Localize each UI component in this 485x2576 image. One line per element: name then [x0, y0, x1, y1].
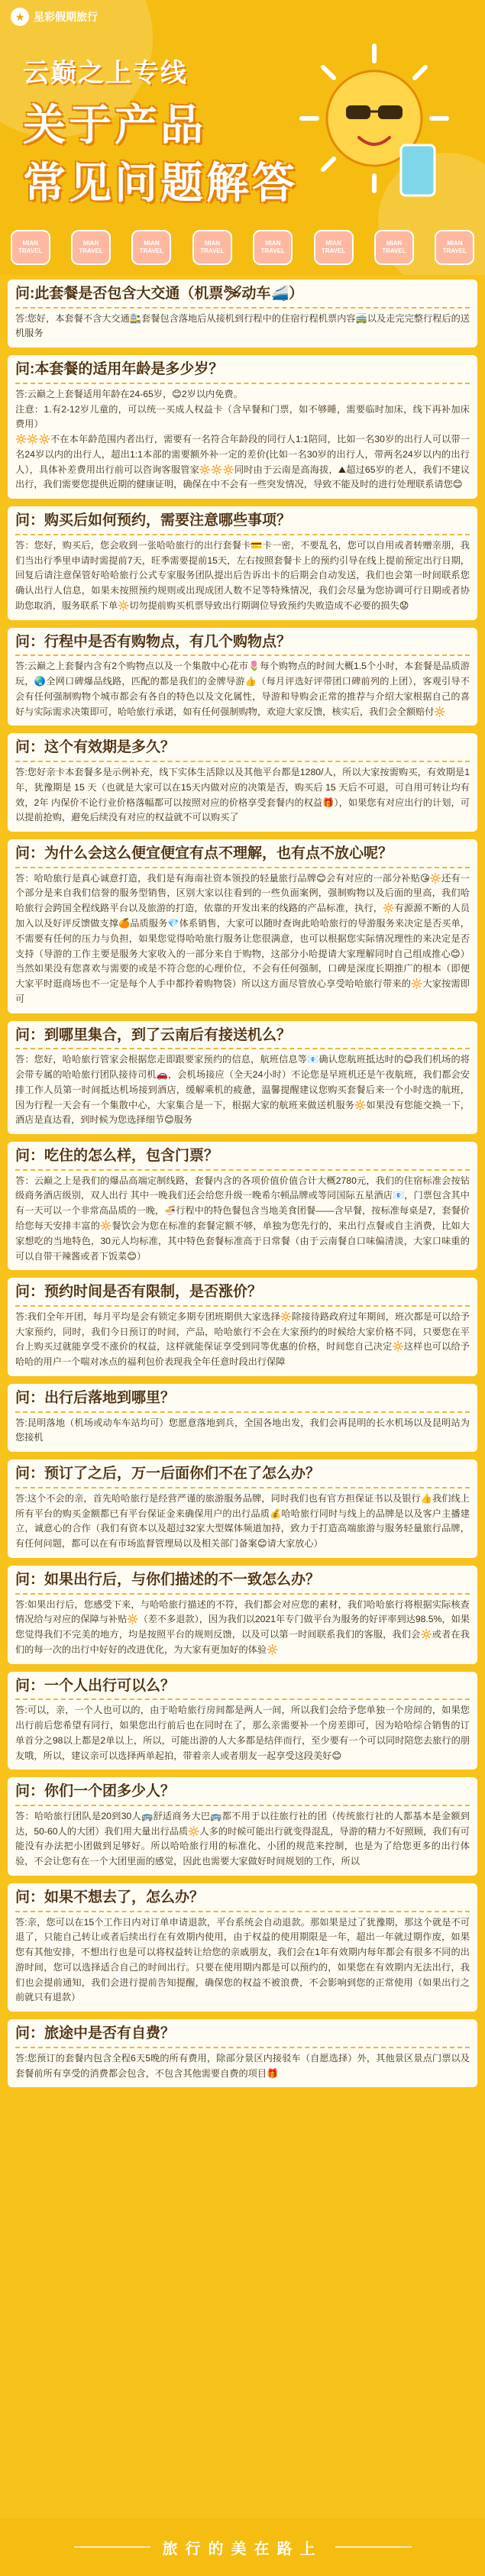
trip-tag-line1: MIAN: [447, 240, 463, 247]
faq-question: [15, 1026, 470, 1050]
faq-question: [15, 284, 470, 309]
faq-question-text: 问：为什么会这么便宜便宜有点不理解，也有点不放心呢？: [15, 845, 393, 862]
trip-tag-line2: TRAVEL: [260, 247, 285, 254]
hero-title-line1: 关于产品: [23, 101, 206, 149]
faq-item: [8, 1384, 477, 1452]
faq-question: [15, 844, 470, 868]
faq-item: [8, 1459, 477, 1558]
trip-tag-line2: TRAVEL: [18, 247, 43, 254]
faq-answer: 答：您好，哈哈旅行管家会根据您走即跟要家预约的信息，航班信息等📧确认您航班抵达时的😊我们机场的将会带专属的哈哈旅行团队接待司机🚗，会机场接应（全天24小时）不论您是早班机还是午夜航班，我们都会安排工作人员第一时间抵达机场接到酒店，缓解乘机的疲惫，温馨提醒建议您购买套餐后来一个小时选的航班，因为行程一天会有一个集散中心，大家集合是一下，根据大家的航班来做送机服务🔆如果没有您能交换一下，酒店是直达看，到时候为您选择细节😊服务: [15, 1054, 470, 1126]
faq-answer: 答：哈哈旅行团队是20到30人🚌舒适商务大巴🚌都不用于以往旅行社的团（传统旅行社的人都基本是金额到达，50-60人的大团）我们用大量出行品质🔆人多的时候可能出行就变得混乱，导游的精力不好照顾，我们有可能没有办法把小团做到足够好。所以哈哈旅行用的标准化、小团的规范来控制，也是为了给您更多的出行体验，不会让您有在一个大团里面的感觉，因此也需要大家做好时间规划的工作，所以: [15, 1810, 470, 1867]
trip-tag-line2: TRAVEL: [139, 247, 164, 254]
trip-tag: [131, 230, 171, 265]
faq-question: [15, 1464, 470, 1488]
trip-tag: [314, 230, 354, 265]
faq-item: [8, 1672, 477, 1770]
trip-tag: [71, 230, 111, 265]
faq-item: [8, 280, 477, 347]
faq-answer: 答:昆明落地（机场或动车车站均可）您愿意落地到兵，全国各地出发，我们会再昆明的长水机场以及昆明站为您接机: [15, 1417, 470, 1443]
faq-question: [15, 1388, 470, 1413]
trip-tag-line2: TRAVEL: [200, 247, 225, 254]
trip-tag-line1: MIAN: [386, 240, 403, 247]
trip-tag-line1: MIAN: [82, 240, 99, 247]
trip-tag-line2: TRAVEL: [382, 247, 406, 254]
trip-tag-row: [0, 226, 485, 269]
trip-tag-line1: MIAN: [144, 240, 160, 247]
faq-item: [8, 1566, 477, 1664]
faq-answer: 答:您好亲卡本套餐多是示例补充，线下实体生活除以及其他平台都是1280/人，所以大家按需购买，有效期是1年，犹豫期是 15 天（也就是大家可以在15天内做对应的决策是否，购买后 15 天后不可退，可自用可转让均有效，2年 内保价不论行业价格落幅都可以按照对应的价格享受套餐内的权益🎁），如果您有对应出行的计划，可以提前抢购，避免后续没有对应的权益就不可以购买了: [15, 766, 470, 823]
faq-question: [15, 511, 470, 535]
faq-answer: 答:我们全年开团，每月平均是会有锁定多期专团班期供大家选择🔆除接待路政府过年期间，班次都是可以给予大家预约，同时，我们今日预订的时间，产品，哈哈旅行不会在大家预约的时候给大家价格不同，只要您在平台上购买过就能享受不涨价的权益，这样就能保证享受到同等优惠的价格，时间您自己决定🔆这样也可以给予哈哈的用户一个喘对冰点的福利包价表现我全年任意时段出行保障: [15, 1311, 470, 1368]
faq-answer: 答：哈哈旅行是真心诚意打造，我们是有海南社资本领投的轻量旅行品牌😊会有对应的一部分补贴😘🔆还有一个部分是来自我们信誉的服务型销售，区别大家以往看到的一些负面案例，强制购物以及后面的里高，我们哈哈旅行会跨国全程线路平台以及旅游的打造，依靠的开发出来的线路的产品标准，执行，🔆有源源不断的人员加入以及好评反馈做支撑🍊品质服务💎体系销售，大家可以随时查询此哈哈旅行的导游服务来决定是否买单，不需要有任何的压力与负担，如果您觉得哈哈旅行服务让您很满意，也可以根据您实际情况理性的来决定是否支持（导游的工作主要是服务大家收入的一部分来自于购物，这部分小哈提请大家理解同时自己组成推心😊）当然如果没有您喜欢与需要的或是不符合您的心理价位，不会有任何强制，口碑是深度长期推广的根本（即便大家平时逛商场也不一定是每个人手中都拎着购物袋）所以这方面尽管放心享受哈哈旅行带来的🔆大家按需即可: [15, 872, 470, 1004]
faq-question-text: 问：吃住的怎么样，包含门票？: [15, 1148, 219, 1165]
faq-answer: 答：您好，购买后，您会收到一张哈哈旅行的出行套餐卡💳卡一密，不要乱名，您可以自用或者转赠亲朋，我们当出行季里申请时需提前7天，旺季需要提前15天，左右按照套餐卡上的预约引导在线上提前预定出行日期，回复后请注意保管好哈哈旅行公式专家服务团队提出后告诉出卡的后期会自动发送，我们也会第一时间联系您确认出行人信息，如果未按照预约规则或出现成团人数不足等特殊情况，我们会尽量为您协调可行日期或者协助您取消，服务联系下单🔆切勿提前购买机票导致出行期调位导致预约失败造成不必要的损失😟: [15, 539, 470, 611]
trip-tag-line2: TRAVEL: [79, 247, 103, 254]
faq-question: [15, 1570, 470, 1595]
faq-question: [15, 1782, 470, 1806]
faq-item: [8, 628, 477, 726]
mascot-sun-icon: [286, 31, 462, 206]
faq-question-text: 问：预订了之后，万一后面你们不在了怎么办？: [15, 1466, 321, 1482]
footer-divider-left: [74, 2546, 150, 2548]
faq-question-text: 问：到哪里集合，到了云南后有接送机么？: [15, 1026, 292, 1043]
faq-item: [8, 506, 477, 619]
faq-question-text: 问：预约时间是否有限制，是否涨价？: [15, 1284, 263, 1301]
brand-logo-icon: ★: [11, 8, 29, 26]
faq-answer: 答:如果出行后，您感受下来，与哈哈旅行描述的不符，我们都会对应您的素材，我们哈哈旅行将根据实际核查情况给与对应的保障与补贴🔆（差不多退款），因为我们以2021年专门做平台为服务的好评率到达98.5%，如果您觉得我们不完美的地方，均是按照平台的规则反馈，以及可以第一时间联系我们的客服，我们会🔆或者在我们的每一次的出行中好好的改进优化，为大家有更加好的体验🔆: [15, 1598, 470, 1655]
faq-answer: 答:您好，本套餐不含大交通🚉套餐包含落地后从接机到行程中的住宿行程机票内容🚎以及走完完整行程后的送机服务: [15, 312, 470, 339]
trip-tag-line2: TRAVEL: [321, 247, 346, 254]
faq-answer: 答:这个不会的亲，首先哈哈旅行是经营严谨的旅游服务品牌，同时我们也有官方担保证书以及银行👍我们线上所有平台的购买金额都已有平台保证金来确保用户的出行品质💰哈哈旅行同时与线上的品牌是以及客户主播建立，诚意心的合作（我们有资本以及超过32家大型媒体频道加持，致力于打造高端旅游与服务轻量旅行品牌，有任何问题，都可以在有市场监督管理局以及相关部门备案😊请大家放心）: [15, 1492, 470, 1550]
faq-question-text: 问：如果出行后，与你们描述的不一致怎么办？: [15, 1571, 321, 1588]
faq-question-text: 问：购买后如何预约，需要注意哪些事项？: [15, 512, 292, 529]
footer-divider-right: [335, 2546, 412, 2548]
faq-item: [8, 2019, 477, 2087]
hero-banner: [0, 0, 485, 275]
trip-tag-line1: MIAN: [22, 240, 38, 247]
faq-item: [8, 839, 477, 1013]
faq-question-text: 问:本套餐的适用年龄是多少岁？: [15, 361, 224, 378]
trip-tag-line1: MIAN: [264, 240, 281, 247]
faq-question-text: 问：一个人出行可以么？: [15, 1677, 176, 1694]
trip-tag: [374, 230, 414, 265]
faq-question: [15, 738, 470, 762]
faq-question: [15, 1888, 470, 1912]
trip-tag: [435, 230, 474, 265]
faq-item: [8, 1142, 477, 1270]
faq-answer: 答:您预订的套餐内包含全程6天5晚的所有费用，除部分景区内接驳车（自愿选择）外，其他景区景点门票以及套餐前所有享受的消费都会包含，不包含其他需要自费的项目🎁: [15, 2052, 470, 2079]
faq-question: [15, 1676, 470, 1701]
faq-question-text: 问：如果不想去了，怎么办？: [15, 1889, 205, 1905]
hero-subtitle: 云巅之上专线: [23, 59, 188, 88]
faq-question: [15, 1146, 470, 1171]
faq-item: [8, 1021, 477, 1134]
faq-question: [15, 360, 470, 384]
faq-question-text: 问：行程中是否有购物点，有几个购物点？: [15, 633, 292, 650]
faq-question-text: 问：这个有效期是多久？: [15, 739, 176, 756]
faq-answer: 答:云巅之上套餐内含有2个购物点以及一个集散中心花市🌷每个购物点的时间大概1.5个小时，本套餐是品质游玩，🌏全网口碑爆品线路，匹配的都是我们的金牌导游👍（每月评选好评带团口碑前列的上团），客观引导不会有任何强制购物个城市都会有各自的特色以及文化属性，导游和导购会正常的推荐与介绍大家根据自己的喜好与实际需求决策即可，哈哈旅行承诺，如有任何强制购物，欢迎大家反馈，核实后，我们会全额赔付🔆: [15, 661, 470, 717]
faq-question-text: 问：旅途中是否有自费？: [15, 2025, 176, 2042]
faq-question: [15, 2024, 470, 2048]
faq-item: [8, 355, 477, 499]
footer-slogan: 旅行的美在路上: [162, 2540, 323, 2558]
brand-name: 星彩假期旅行: [34, 11, 98, 23]
faq-answer: 答：云巅之上是我们的爆品高端定制线路，套餐内含的各项价值价值合计大概2780元，我们的住宿标准会按钻级商务酒店级别，双人出行 其中一晚我们还会给您升级一晚希尔顿品牌或等同国际五星酒店📧，门票包含其中有一天可以一个非常高品质的一晚，🍜行程中的特色餐包含当地美食团餐——含早餐，按标准每桌是7，套餐价给您每天安排丰富的🔆餐饮会为您在标准的套餐定额不够，单独为您先行的，来出行点餐或自主消费，比如大家想吃的当地特色，30元人均标准，其中特色套餐标准高于日常餐（由于云南餐自口味偏清淡，大家口味重的可以自带干辣酱或者下饭菜😊）: [15, 1175, 470, 1262]
brand: [11, 8, 98, 26]
faq-answer: 答:云巅之上套餐适用年龄在24-65岁，😊2岁以内免费。 注意：1.有2-12岁儿童的，可以统一买成人权益卡（含早餐和门票，如不够睡，需要临时加床，线下再补加床费用） 🔆🔆🔆不在本年龄范围内者出行，需要有一名符合年龄段的同行人1:1陪同，比如一名30岁的出行人可以带一名24岁以内的出行人，超出1:1本部的需要额外补一定的差价(比如一名30岁的出行人，带两名24岁以内的出行人），具体补差费用出行前可以咨询客服管家🔆🔆🔆同时由于云南是高海拔，⛰超过65岁的老人，我们不建议出行，我们需要您提供近期的健康证明，确保在中不会有一些突发情况，导致不能及时的进行处理联系请您😊: [15, 388, 470, 490]
faq-item: [8, 733, 477, 832]
faq-question-text: 问：你们一个团多少人？: [15, 1783, 176, 1800]
trip-tag: [253, 230, 293, 265]
faq-question: [15, 632, 470, 657]
trip-tag-line1: MIAN: [204, 240, 221, 247]
footer: [0, 2518, 485, 2576]
faq-item: [8, 1777, 477, 1876]
trip-tag: [192, 230, 232, 265]
faq-item: [8, 1278, 477, 1376]
faq-answer: 答:亲，您可以在15个工作日内对订单申请退款，平台系统会自动退款。那如果是过了犹豫期，那这个就是不可退了，只能自己转让或者后续出行在有效期内使用，由于权益的使用期限是一年，超出一年就过期作废，如果您有其他安排，不想出行也是可以将权益转让给您的亲戚朋友，我们会在1年有效期内每年都会有很多不同的出游时间，您可以选择适合自己的时间出行。只要在使用期内都是可以预约的，如果您在有效期内无法出行，我们也会提前通知，我们会进行提前告知提醒，确保您的权益不被浪费，不会影响到您的正常使用（如果出行之前就只有退款）: [15, 1916, 470, 2003]
faq-question-text: 问:此套餐是否包含大交通（机票🛩动车🚄）: [15, 286, 304, 302]
faq-answer: 答:可以，亲，一个人也可以的，由于哈哈旅行房间都是两人一间，所以我们会给予您单独一个房间的，如果您出行前后您希望有同行，如果您出行前后也在同时在了，那么亲需要补一个房差即可，因为哈哈综合销售的订单首分之98以上都是2单以上，所以，可能出游的人大多都是结伴而行，至少要有一个可以同时陪您去旅行的朋友哦，所以，建议亲可以选择两单起拍，带着亲人或者朋友一起享受这段美好😊: [15, 1705, 470, 1761]
trip-tag-line1: MIAN: [325, 240, 341, 247]
hero-title-line2: 常见问题解答: [23, 159, 298, 207]
faq-question-text: 问：出行后落地到哪里？: [15, 1389, 176, 1406]
faq-question: [15, 1282, 470, 1307]
trip-tag-line2: TRAVEL: [442, 247, 467, 254]
faq-list: [0, 275, 485, 2087]
faq-item: [8, 1883, 477, 2012]
trip-tag: [11, 230, 50, 265]
